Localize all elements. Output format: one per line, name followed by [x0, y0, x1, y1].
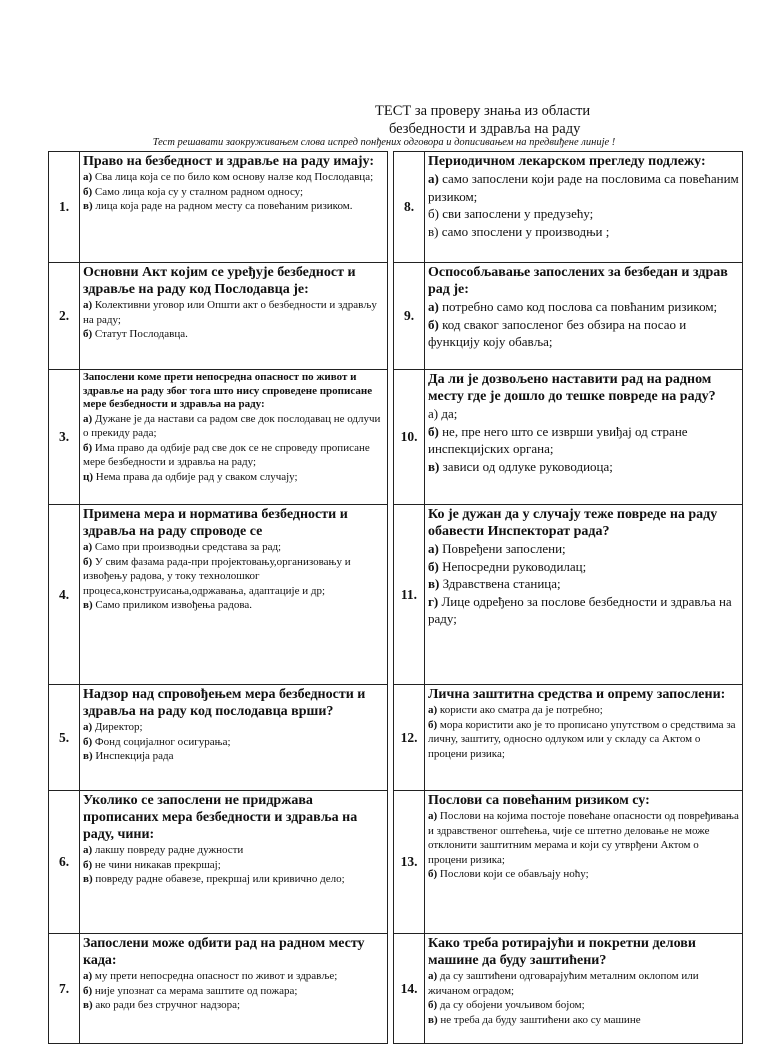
question-number: 11. — [394, 505, 425, 685]
answer-option[interactable]: а) само запослени који раде на пословима са повећаним ризиком; — [428, 171, 739, 204]
question-text: Право на безбедност и здравље на раду имају: — [83, 154, 375, 169]
answer-option[interactable]: в) Само приликом извођења радова. — [83, 599, 253, 611]
question-text: Уколико се запослени не придржава прописаних мера безбедности и здравља на раду, чини: — [83, 793, 358, 842]
answer-option[interactable]: в) лица која раде на радном месту са повећаним ризиком. — [83, 200, 353, 212]
question-row — [394, 152, 743, 263]
question-cell — [425, 685, 743, 791]
question-row — [49, 791, 388, 934]
question-cell — [425, 934, 743, 1044]
answer-option[interactable]: а) Само при производњи средстава за рад; — [83, 541, 282, 553]
question-number: 9. — [394, 263, 425, 370]
answer-option[interactable]: б) да су обојени уочљивом бојом; — [428, 999, 585, 1011]
question-text: Оспособљавање запослених за безбедан и здрав рад је: — [428, 265, 728, 297]
question-cell — [425, 152, 743, 263]
question-row — [394, 685, 743, 791]
answer-option[interactable]: б) Има право да одбије рад све док се не спроведу прописане мере безбедности и здравља на раду; — [83, 441, 370, 468]
answer-option[interactable]: г) Лице одређено за послове безбедности и здравља на раду; — [428, 593, 732, 626]
question-cell — [80, 152, 388, 263]
question-cell — [80, 685, 388, 791]
question-text: Ко је дужан да у случају теже повреде на раду обавести Инспекторат рада? — [428, 507, 718, 539]
question-text: Надзор над спровођењем мера безбедности и здравља на раду код послодавца врши? — [83, 687, 366, 719]
question-cell — [80, 505, 388, 685]
answer-option[interactable]: а) Директор; — [83, 721, 143, 733]
left-question-column — [48, 151, 388, 1044]
answer-option[interactable]: б) код сваког запосленог без обзира на посао и функцију коју обавља; — [428, 316, 687, 349]
answer-option[interactable]: б) У свим фазама рада-при пројектовању,организовању и извођењу радова, у току технолошког процеса,конструисања,одржавања, адаптације и др; — [83, 555, 351, 597]
question-number: 2. — [49, 263, 80, 370]
question-cell — [425, 505, 743, 685]
answer-option[interactable]: а) да; — [428, 406, 458, 421]
answer-option[interactable]: в) не треба да буду заштићени ако су машине — [428, 1013, 641, 1026]
question-number: 5. — [49, 685, 80, 791]
question-text: Периодичном лекарском прегледу подлежу: — [428, 154, 706, 169]
right-question-table — [393, 151, 743, 1044]
answer-option[interactable]: в) Инспекција рада — [83, 750, 174, 762]
answer-option[interactable]: в) зависи од одлуке руководиоца; — [428, 458, 613, 474]
question-row — [394, 934, 743, 1044]
left-question-table — [48, 151, 388, 1044]
question-number: 6. — [49, 791, 80, 934]
question-text: Запослени може одбити рад на радном месту када: — [83, 936, 365, 968]
question-row — [394, 370, 743, 505]
answer-option[interactable]: а) Повређени запослени; — [428, 541, 566, 556]
answer-option[interactable]: а) Послови на којима постоје повећане опасности од повређивања и здравственог оштећења, чије се штетно деловање не може отклонити заштитним мерама и који су утврђени Актом о процени ризика; — [428, 810, 739, 866]
answer-option[interactable]: а) да су заштићени одговарајућим металним оклопом или жичаном оградом; — [428, 970, 699, 997]
question-text: Да ли је дозвољено наставити рад на радном месту где је дошло до тешке повреде на раду? — [428, 372, 716, 404]
question-row — [49, 505, 388, 685]
question-number: 8. — [394, 152, 425, 263]
answer-option[interactable]: в) ако ради без стручног надзора; — [83, 999, 241, 1011]
question-number: 7. — [49, 934, 80, 1044]
question-text: Примена мера и норматива безбедности и здравља на раду спроводе се — [83, 507, 348, 539]
question-row — [49, 263, 388, 370]
answer-option[interactable]: а) му прети непосредна опасност по живот и здравље; — [83, 970, 338, 982]
question-cell — [80, 263, 388, 370]
test-instruction: Тест решавати заокруживањем слова испред понђених одговора и дописивањем на предвиђене линије ! — [152, 137, 616, 148]
answer-option[interactable]: а) Дужане је да настави са радом све док послодавац не одлучи о прекиду рада; — [83, 412, 381, 439]
answer-option[interactable]: б) Статут Послодавца. — [83, 328, 188, 340]
answer-option[interactable]: б) Фонд социјалног осигурања; — [83, 735, 231, 748]
answer-option[interactable]: в) повреду радне обавезе, прекршај или кривично дело; — [83, 873, 345, 885]
answer-option[interactable]: б) Непосредни руководилац; — [428, 558, 587, 574]
answer-option[interactable]: б) Послови који се обављају ноћу; — [428, 868, 589, 880]
question-number: 14. — [394, 934, 425, 1044]
question-row — [394, 791, 743, 934]
answer-option[interactable]: ц) Нема права да одбије рад у сваком случају; — [83, 470, 298, 483]
answer-option[interactable]: а) потребно само код послова са повћаним ризиком; — [428, 299, 718, 314]
question-cell — [80, 791, 388, 934]
question-number: 13. — [394, 791, 425, 934]
question-number: 3. — [49, 370, 80, 505]
question-number: 10. — [394, 370, 425, 505]
question-text: Основни Акт којим се уређује безбедност и здравље на раду код Послодавца је: — [83, 265, 356, 297]
answer-option[interactable]: а) лакшу повреду радне дужности — [83, 844, 244, 856]
question-number: 12. — [394, 685, 425, 791]
question-text: Како треба ротирајући и покретни делови машине да буду заштићени? — [428, 936, 696, 968]
question-row — [49, 685, 388, 791]
question-row — [394, 505, 743, 685]
question-number: 4. — [49, 505, 80, 685]
question-number: 1. — [49, 152, 80, 263]
question-row — [49, 370, 388, 505]
answer-option[interactable]: а) Колективни уговор или Општи акт о безбедности и здрављу на раду; — [83, 299, 377, 326]
question-row — [49, 152, 388, 263]
question-row — [394, 263, 743, 370]
answer-option[interactable]: б) Само лица која су у сталном радном односу; — [83, 185, 304, 198]
question-cell — [80, 370, 388, 505]
answer-option[interactable]: в) Здравствена станица; — [428, 576, 561, 591]
question-text: Послови са повећаним ризиком су: — [428, 793, 650, 808]
right-question-column — [393, 151, 743, 1044]
answer-option[interactable]: а) користи ако сматра да је потребно; — [428, 704, 603, 716]
test-title-line1: ТЕСТ за проверу знања из области — [375, 103, 591, 119]
question-cell — [425, 370, 743, 505]
question-cell — [425, 791, 743, 934]
question-row — [49, 934, 388, 1044]
answer-option[interactable]: б) сви запослени у предузећу; — [428, 206, 594, 221]
answer-option[interactable]: а) Сва лица која се по било ком основу налзе код Послодавца; — [83, 171, 374, 183]
question-cell — [425, 263, 743, 370]
test-title-line2: безбедности и здравља на раду — [389, 121, 581, 137]
answer-option[interactable]: в) само зпослени у производњи ; — [428, 223, 610, 239]
answer-option[interactable]: б) не, пре него што се изврши увиђај од стране инспекцијских органа; — [428, 423, 688, 456]
question-text: Лична заштитна средства и опрему запослени: — [428, 687, 726, 702]
question-cell — [80, 934, 388, 1044]
answer-option[interactable]: б) мора користити ако је то прописано упутством о средствима за личну, заштиту, односно одлуком или у складу са Актом о процени ризика; — [428, 718, 736, 760]
question-text: Запослени коме прети непосредна опасност по живот и здравље на раду због тога што нису спроведене прописане мере безбедности и здравља на раду: — [83, 371, 373, 410]
answer-option[interactable]: б) не чини никакав прекршај; — [83, 858, 221, 871]
answer-option[interactable]: б) није упознат са мерама заштите од пожара; — [83, 984, 298, 997]
